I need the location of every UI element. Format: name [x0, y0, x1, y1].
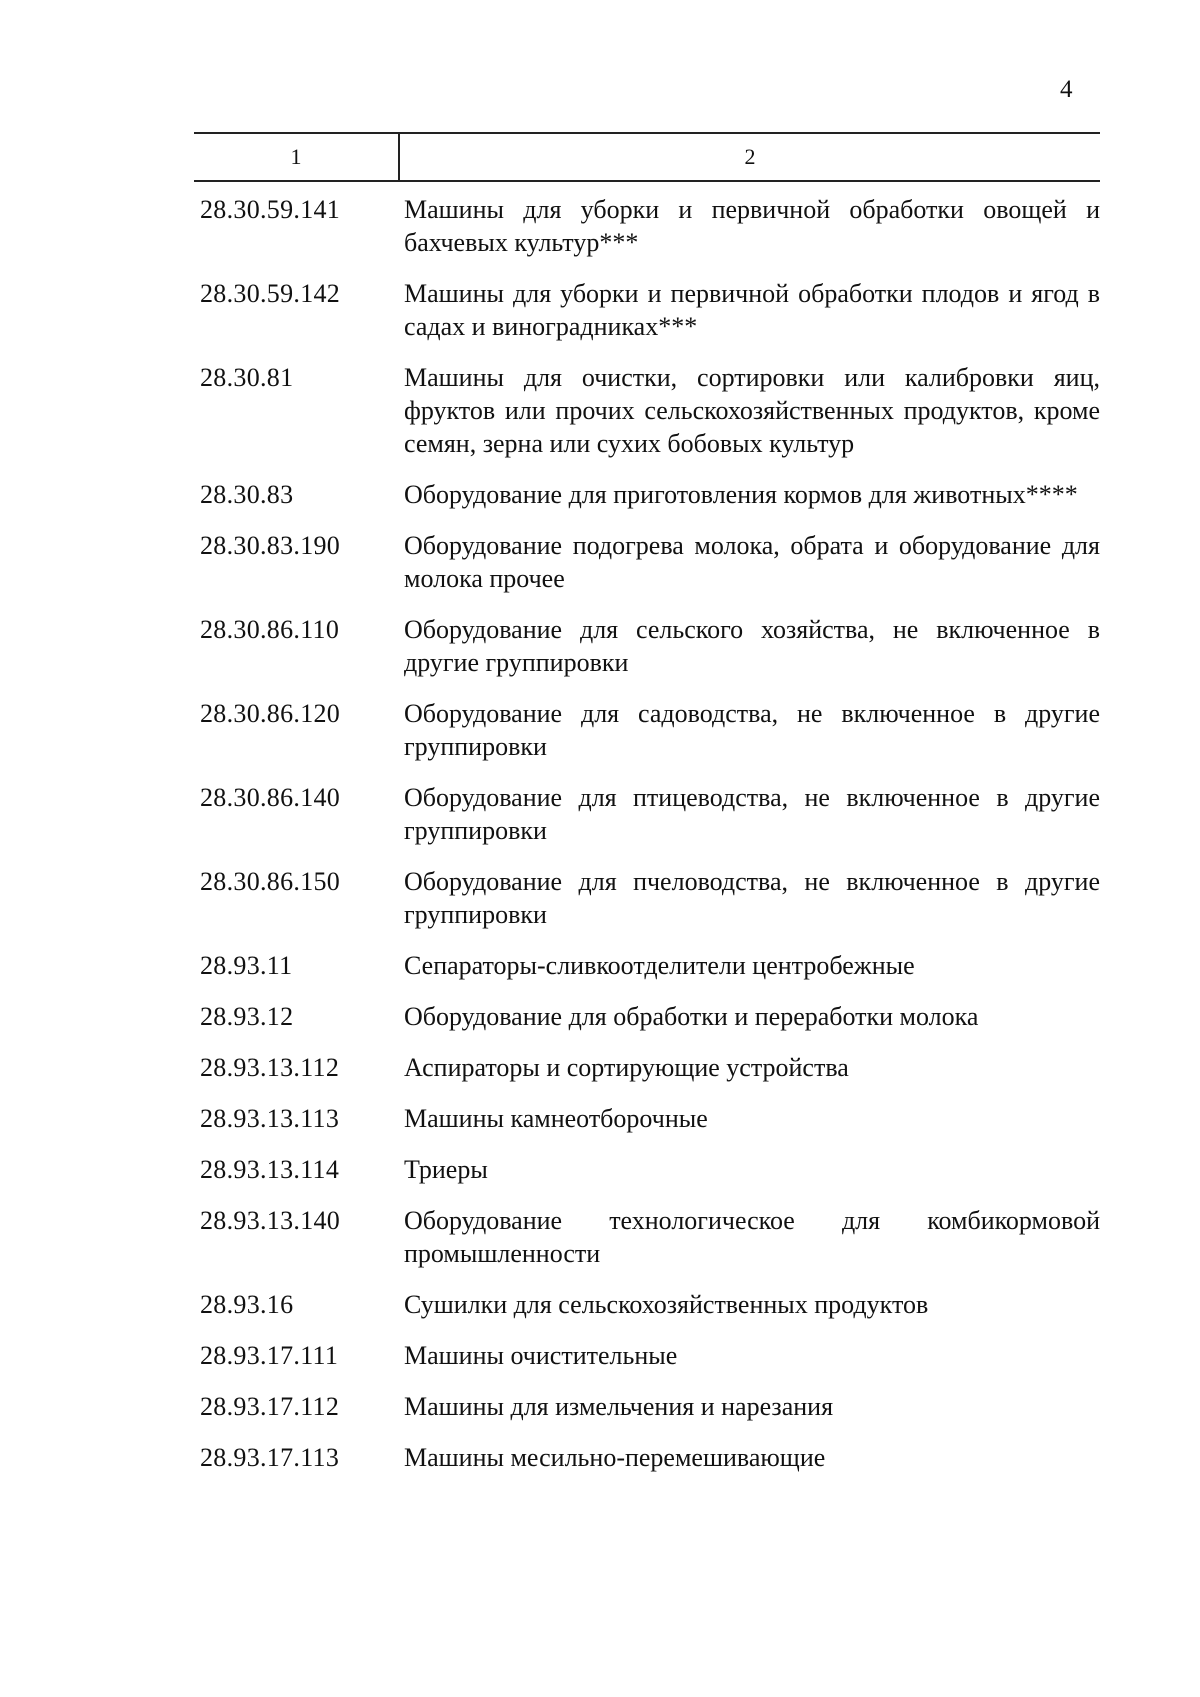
table-row	[194, 697, 1100, 763]
item-description: Оборудование для садоводства, не включенное в другие группировки	[404, 699, 1100, 761]
page-number: 4	[1060, 76, 1073, 103]
okpd-code: 28.93.13.112	[200, 1053, 340, 1082]
item-description: Аспираторы и сортирующие устройства	[404, 1053, 849, 1082]
table-row	[194, 1204, 1100, 1270]
table-row	[194, 1441, 1100, 1474]
okpd-code: 28.30.81	[200, 363, 294, 392]
okpd-code: 28.30.83.190	[200, 531, 341, 560]
table-row	[194, 865, 1100, 931]
table-row	[194, 1339, 1100, 1372]
table-row	[194, 949, 1100, 982]
item-description: Машины для уборки и первичной обработки плодов и ягод в садах и виноградниках***	[404, 279, 1100, 341]
column-header-1: 1	[194, 134, 400, 180]
okpd-code: 28.93.16	[200, 1290, 294, 1319]
table-row	[194, 1102, 1100, 1135]
table-header-row	[194, 132, 1100, 182]
item-description: Триеры	[404, 1155, 488, 1184]
item-description: Оборудование для сельского хозяйства, не включенное в другие группировки	[404, 615, 1100, 677]
item-description: Оборудование для приготовления кормов для животных****	[404, 480, 1078, 509]
table-row	[194, 613, 1100, 679]
okpd-code: 28.93.12	[200, 1002, 294, 1031]
item-description: Сепараторы-сливкоотделители центробежные	[404, 951, 915, 980]
table-row	[194, 1051, 1100, 1084]
item-description: Машины очистительные	[404, 1341, 678, 1370]
item-description: Сушилки для сельскохозяйственных продуктов	[404, 1290, 929, 1319]
okpd-code: 28.30.86.150	[200, 867, 341, 896]
okpd-code: 28.93.13.140	[200, 1206, 341, 1235]
table-row	[194, 1000, 1100, 1033]
item-description: Машины для очистки, сортировки или калибровки яиц, фруктов или прочих сельскохозяйственных продуктов, кроме семян, зерна или сухих бобовых культур	[404, 363, 1100, 458]
okpd-code: 28.30.59.141	[200, 195, 341, 224]
table-row	[194, 277, 1100, 343]
table-row	[194, 193, 1100, 259]
codes-table	[194, 132, 1100, 1474]
item-description: Оборудование для пчеловодства, не включенное в другие группировки	[404, 867, 1100, 929]
okpd-code: 28.93.17.111	[200, 1341, 339, 1370]
okpd-code: 28.30.59.142	[200, 279, 341, 308]
item-description: Оборудование для обработки и переработки молока	[404, 1002, 979, 1031]
table-body	[194, 182, 1100, 1474]
okpd-code: 28.30.86.140	[200, 783, 341, 812]
item-description: Оборудование подогрева молока, обрата и оборудование для молока прочее	[404, 531, 1100, 593]
okpd-code: 28.30.86.110	[200, 615, 340, 644]
column-header-2: 2	[744, 144, 756, 169]
table-row	[194, 361, 1100, 460]
table-row	[194, 1390, 1100, 1423]
item-description: Оборудование технологическое для комбикормовой промышленности	[404, 1206, 1100, 1268]
okpd-code: 28.93.11	[200, 951, 293, 980]
item-description: Машины для измельчения и нарезания	[404, 1392, 834, 1421]
table-row	[194, 1288, 1100, 1321]
item-description: Машины месильно-перемешивающие	[404, 1443, 826, 1472]
okpd-code: 28.30.86.120	[200, 699, 341, 728]
item-description: Машины для уборки и первичной обработки овощей и бахчевых культур***	[404, 195, 1100, 257]
okpd-code: 28.93.13.114	[200, 1155, 340, 1184]
table-row	[194, 478, 1100, 511]
item-description: Машины камнеотборочные	[404, 1104, 708, 1133]
okpd-code: 28.30.83	[200, 480, 294, 509]
table-row	[194, 529, 1100, 595]
okpd-code: 28.93.17.112	[200, 1392, 340, 1421]
okpd-code: 28.93.17.113	[200, 1443, 340, 1472]
table-row	[194, 1153, 1100, 1186]
okpd-code: 28.93.13.113	[200, 1104, 340, 1133]
item-description: Оборудование для птицеводства, не включенное в другие группировки	[404, 783, 1100, 845]
table-row	[194, 781, 1100, 847]
